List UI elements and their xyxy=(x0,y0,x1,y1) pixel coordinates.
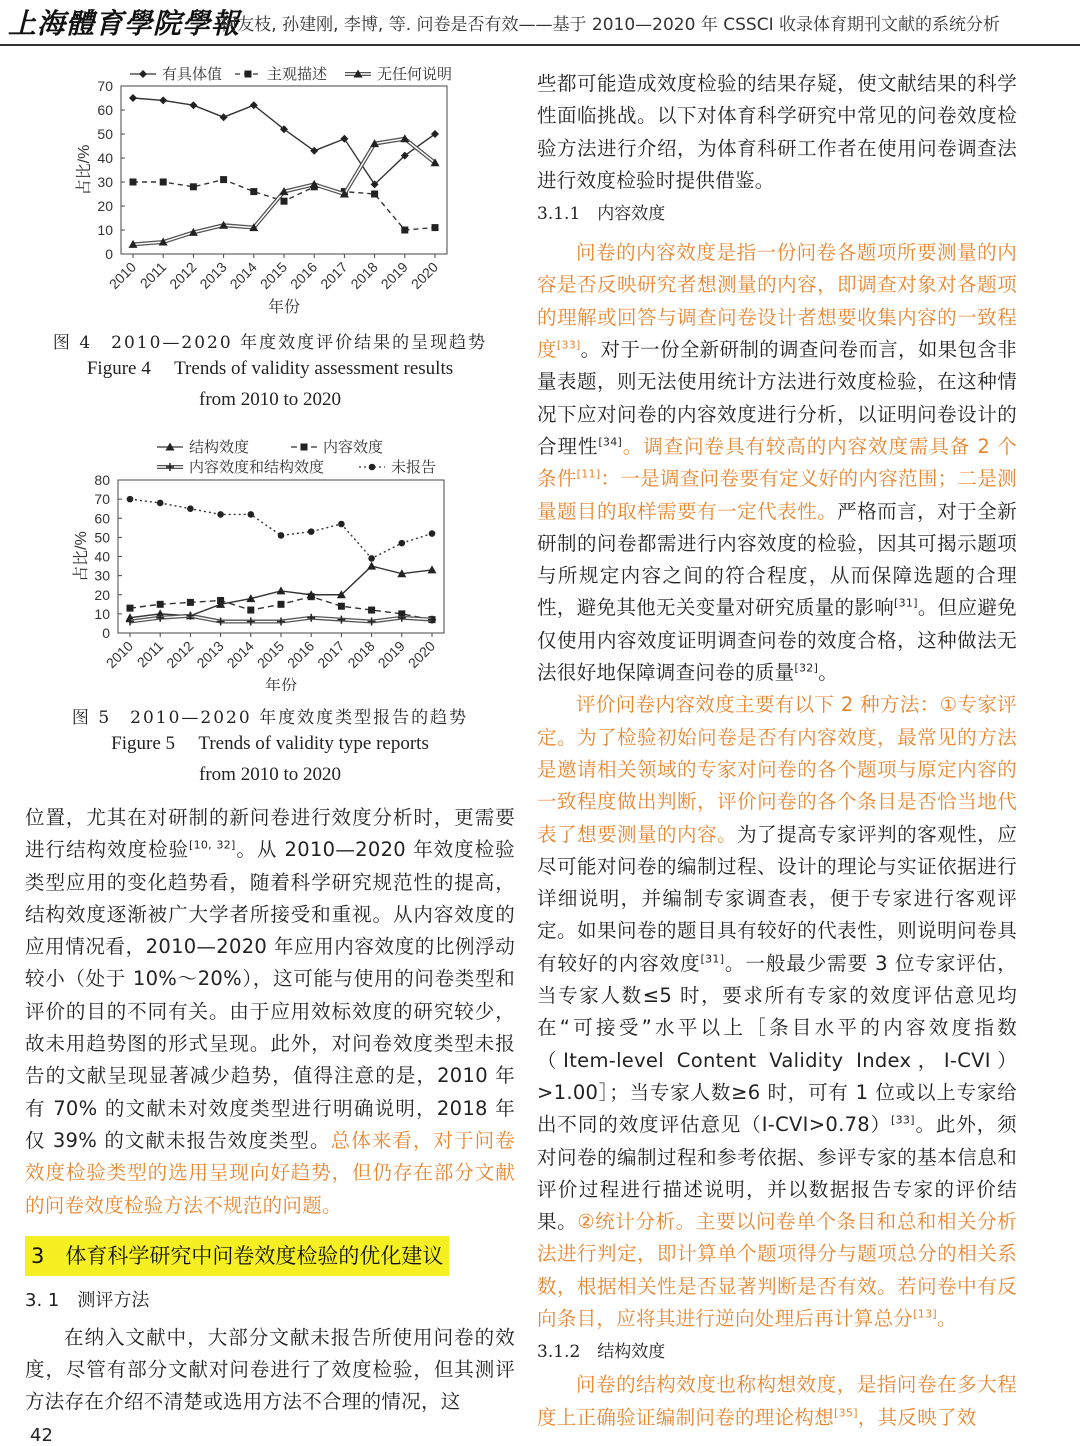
y-tick-label: 20 xyxy=(97,198,113,214)
left-paragraph-2: 在纳入文献中，大部分文献未报告所使用问卷的效度，尽管有部分文献对问卷进行了效度检验，但其测评方法存在介绍不清楚或选用方法不合理的情况，这 xyxy=(25,1325,515,1414)
right-column xyxy=(537,68,1017,1434)
citation: [35] xyxy=(834,1406,858,1420)
y-tick-label: 10 xyxy=(97,222,113,238)
x-tick-label: 2018 xyxy=(347,258,381,293)
data-point xyxy=(371,191,378,198)
legend-marker xyxy=(301,444,308,451)
plot-frame xyxy=(118,480,444,633)
x-tick-label: 2010 xyxy=(102,637,137,672)
data-point xyxy=(428,565,437,573)
right-p2-highlight-2-end: 。 xyxy=(936,1306,957,1330)
x-tick-label: 2014 xyxy=(226,258,260,293)
data-point xyxy=(308,593,315,600)
right-paragraph-2 xyxy=(537,689,1017,1335)
data-point xyxy=(190,183,197,190)
section-3-heading: 3 体育科学研究中问卷效度检验的优化建议 xyxy=(25,1236,449,1276)
data-point xyxy=(127,496,134,503)
subsection-3-1-2-heading: 3.1.2 结构效度 xyxy=(537,1342,666,1363)
x-tick-label: 2015 xyxy=(253,637,288,672)
right-p3-highlight: 问卷的结构效度也称构想效度，是指问卷在多大程度上正确验证编制问卷的理论构想 xyxy=(537,1373,1017,1429)
citation: [34] xyxy=(598,435,623,449)
page-number: 42 xyxy=(30,1425,53,1446)
citation: [31] xyxy=(700,952,725,966)
data-point xyxy=(401,227,408,234)
x-tick-label: 2012 xyxy=(166,258,200,293)
data-point xyxy=(160,179,167,186)
citation: [31] xyxy=(894,596,918,610)
data-point xyxy=(220,113,228,121)
data-point xyxy=(340,135,348,143)
data-point xyxy=(217,511,224,518)
right-p2-text-a: 为了提高专家评判的客观性，应尽可能对问卷的编制过程、设计的理论与实证依据进行详细说明，并编制专家调查表，便于专家进行客观评定。如果问卷的题目具有较好的代表性，则说明问卷具有较好的内容效度 xyxy=(537,822,1017,975)
legend-label: 无任何说明 xyxy=(377,66,453,83)
right-p2-text-c: 。此外，须对问卷的编制过程和参考依据、参评专家的基本信息和评价过程进行描述说明，并以数据报告专家的评价结果。 xyxy=(537,1113,1017,1234)
citation: [11] xyxy=(576,467,601,481)
x-tick-label: 2020 xyxy=(407,258,442,293)
data-point xyxy=(337,616,345,624)
legend-marker xyxy=(139,70,147,78)
legend-label: 内容效度 xyxy=(323,439,384,456)
right-p1-text-d: 。 xyxy=(818,661,838,685)
figure-4 xyxy=(25,60,515,415)
series-line-4 xyxy=(130,499,432,558)
data-point xyxy=(217,618,225,626)
legend-label: 结构效度 xyxy=(189,439,250,456)
data-point xyxy=(281,198,288,205)
x-tick-label: 2014 xyxy=(223,637,257,672)
x-tick-label: 2015 xyxy=(256,258,291,293)
x-tick-label: 2011 xyxy=(133,637,167,671)
right-paragraph-0: 些都可能造成效度检验的结果存疑，使文献结果的科学性面临挑战。以下对体育科学研究中常见的问卷效度检验方法进行介绍，为体育科研工作者在使用问卷调查法进行效度检验时提供借鉴。 xyxy=(537,72,1017,192)
y-tick-label: 30 xyxy=(94,567,110,584)
data-point xyxy=(368,555,375,562)
left-paragraph-1 xyxy=(25,802,515,1222)
data-point xyxy=(367,562,376,570)
plot-frame xyxy=(121,86,447,254)
citation: [13] xyxy=(913,1307,937,1321)
y-tick-label: 60 xyxy=(94,510,110,527)
x-axis-label: 年份 xyxy=(267,299,301,316)
x-tick-label: 2018 xyxy=(344,637,378,672)
y-tick-label: 50 xyxy=(97,126,113,142)
citation: [10, 32] xyxy=(188,838,236,852)
data-point xyxy=(157,601,164,608)
data-point xyxy=(159,96,167,104)
figure-4-caption-en-1: Figure 4 Trends of validity assessment results xyxy=(86,358,454,379)
data-point xyxy=(308,528,315,535)
data-point xyxy=(432,224,439,231)
figure-4-caption-en-2: from 2010 to 2020 xyxy=(199,389,341,410)
legend-label: 未报告 xyxy=(391,459,437,476)
data-point xyxy=(217,597,224,604)
right-p1-highlight-3: ：一是调查问卷要有定义好的内容范围；二是测量题目的取样需要有一定代表性。 xyxy=(537,467,1017,523)
figure-4-caption-cn: 图 4 2010—2020 年度效度评价结果的呈现趋势 xyxy=(52,333,488,353)
right-p2-highlight-1: 评价问卷内容效度主要有以下 2 种方法：①专家评定。为了检验初始问卷是否有内容效度，最常见的方法是邀请相关领域的专家对问卷的各个题项与原定内容的一致程度做出判断，评价问卷的各个条目是否恰当地代表了想要测量的内容。 xyxy=(537,693,1017,846)
left-p1-text-b: 。从 2010—2020 年效度检验类型应用的变化趋势看，随着科学研究规范性的提高，结构效度逐渐被广大学者所接受和重视。从内容效度的应用情况看，2010—2020 年应用内容效度的比例浮动较小（处于 10%～20%），这可能与使用的问卷类型和评价的目的不同有关。由于应用效标效度的研究较少，故未用趋势图的形式呈现。此外，对问卷效度类型未报告的文献呈现显著减少趋势，值得注意的是，2010 年有 70% 的文献未对效度类型进行明确说明，2018 年仅 39% 的文献未报告效度类型。 xyxy=(25,838,515,1152)
right-p1-text-a: 。对于一份全新研制的调查问卷而言，如果包含非量表题，则无法使用统计方法进行效度检验，在这种情况下应对问卷的内容效度进行分析，以证明问卷设计的合理性 xyxy=(537,338,1017,458)
y-tick-label: 10 xyxy=(94,605,110,622)
y-tick-label: 30 xyxy=(97,174,113,190)
data-point xyxy=(127,605,134,612)
data-point xyxy=(277,618,285,626)
data-point xyxy=(338,603,345,610)
subsection-3-1-heading: 3. 1 测评方法 xyxy=(25,1289,150,1311)
x-axis-label: 年份 xyxy=(264,678,298,691)
x-tick-label: 2019 xyxy=(377,258,411,293)
right-p1-text-c: 。但应避免仅使用内容效度证明调查问卷的效度合格，这种做法无法很好地保障调查问卷的质量 xyxy=(537,596,1017,685)
figure-5-caption-en-2: from 2010 to 2020 xyxy=(199,764,341,785)
y-tick-label: 60 xyxy=(97,102,113,118)
y-axis-label: 占比/% xyxy=(73,531,90,582)
right-p1-highlight-2: 。调查问卷具有较高的内容效度需具备 2 个条件 xyxy=(537,434,1017,491)
figure-5 xyxy=(25,435,515,790)
x-tick-label: 2013 xyxy=(193,637,227,672)
left-p1-text-a: 位置，尤其在对研制的新问卷进行效度分析时，更需要进行结构效度检验 xyxy=(25,806,515,862)
left-p1-highlight: 总体来看，对于问卷效度检验类型的选用呈现向好趋势，但仍存在部分文献的问卷效度检验方法不规范的问题。 xyxy=(25,1128,516,1217)
data-point xyxy=(220,176,227,183)
data-point xyxy=(247,607,254,614)
right-p1-text-b: 严格而言，对于全新研制的问卷都需进行内容效度的检验，因其可揭示题项与所规定内容之间的符合程度，从而保障选题的合理性，避免其他无关变量对研究质量的影响 xyxy=(537,499,1017,620)
data-point xyxy=(187,599,194,606)
figure-5-caption-cn: 图 5 2010—2020 年度效度类型报告的趋势 xyxy=(71,708,469,728)
x-tick-label: 2017 xyxy=(317,258,351,293)
right-p1-highlight-1: 问卷的内容效度是指一份问卷各题项所要测量的内容是否反映研究者想测量的内容，即调查对象对各题项的理解或回答与调查问卷设计者想要收集内容的一致程度 xyxy=(537,241,1017,362)
legend-label: 有具体值 xyxy=(162,66,223,83)
legend-marker xyxy=(166,463,174,471)
legend-label: 内容效度和结构效度 xyxy=(189,459,325,476)
data-point xyxy=(129,94,137,102)
data-point xyxy=(189,101,197,109)
data-point xyxy=(278,532,285,539)
data-point xyxy=(250,188,257,195)
x-tick-label: 2013 xyxy=(196,258,230,293)
data-point xyxy=(247,618,255,626)
right-paragraph-3 xyxy=(537,1369,1017,1434)
data-point xyxy=(429,530,436,537)
data-point xyxy=(157,500,164,507)
right-p3-highlight-b: ，其反映了效 xyxy=(857,1405,977,1429)
journal-logo: 上海體育學院學報 xyxy=(8,7,241,40)
x-tick-label: 2016 xyxy=(283,637,318,672)
subsection-3-1-1-heading: 3.1.1 内容效度 xyxy=(537,204,666,225)
right-paragraph-1 xyxy=(537,237,1017,689)
running-header xyxy=(0,0,1080,46)
citation: [33] xyxy=(891,1113,915,1127)
citation: [33] xyxy=(556,338,581,352)
y-axis-label: 占比/% xyxy=(76,144,93,196)
data-point xyxy=(130,179,137,186)
running-title: 柯友枝, 孙建刚, 李博, 等. 问卷是否有效——基于 2010—2020 年 CSSCI 收录体育期刊文献的系统分析 xyxy=(220,15,1000,35)
y-tick-label: 70 xyxy=(94,491,110,508)
y-tick-label: 20 xyxy=(94,586,110,603)
y-tick-label: 0 xyxy=(105,246,113,262)
x-tick-label: 2010 xyxy=(105,258,140,293)
x-tick-label: 2020 xyxy=(404,637,439,672)
legend-label: 主观描述 xyxy=(267,66,328,83)
figure-5-chart xyxy=(25,435,515,691)
y-tick-label: 0 xyxy=(102,625,110,641)
citation: [32] xyxy=(794,661,819,675)
y-tick-label: 80 xyxy=(94,472,110,488)
y-tick-label: 40 xyxy=(97,150,113,166)
data-point xyxy=(368,618,376,626)
data-point xyxy=(399,540,406,547)
figure-5-caption-en-1: Figure 5 Trends of validity type reports xyxy=(111,733,429,754)
x-tick-label: 2011 xyxy=(136,258,170,292)
data-point xyxy=(368,607,375,614)
data-point xyxy=(278,601,285,608)
figure-4-chart xyxy=(25,60,515,322)
data-point xyxy=(277,586,286,594)
x-tick-label: 2016 xyxy=(286,258,321,293)
data-point xyxy=(187,505,194,512)
data-point xyxy=(248,511,255,518)
legend-marker xyxy=(245,71,252,78)
right-p2-highlight-2: ②统计分析。主要以问卷单个条目和总和相关分析法进行判定，即计算单个题项得分与题项总分的相关系数，根据相关性是否显著判断是否有效。若问卷中有反向条目，应将其进行逆向处理后再计算总分 xyxy=(537,1210,1017,1330)
data-point xyxy=(307,614,315,622)
left-column xyxy=(25,60,515,1419)
y-tick-label: 40 xyxy=(94,548,110,565)
y-tick-label: 70 xyxy=(97,78,113,94)
x-tick-label: 2017 xyxy=(314,637,348,672)
y-tick-label: 50 xyxy=(94,529,110,546)
legend-marker xyxy=(369,464,376,471)
data-point xyxy=(338,521,345,528)
x-tick-label: 2012 xyxy=(163,637,197,672)
right-p2-text-b: 。一般最少需要 3 位专家评估，当专家人数≤5 时，要求所有专家的效度评估意见均在“可接受”水平以上［条目水平的内容效度指数（Item-level Content Validity Index，I-CVI）>1.00］；当专家人数≥6 时，可有 1 位或以上专家给出不同的效度评估意见（I-CVI>0.78） xyxy=(537,951,1017,1137)
x-tick-label: 2019 xyxy=(374,637,408,672)
